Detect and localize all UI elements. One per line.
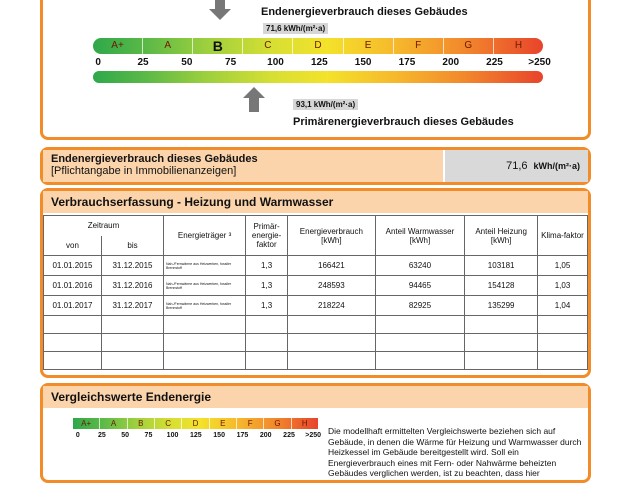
scale-ticks	[93, 57, 551, 71]
cell-water: 82925	[375, 296, 465, 316]
comparison-tick-2: 50	[121, 432, 130, 439]
cell-empty	[538, 316, 588, 334]
comparison-tick-5: 125	[189, 432, 202, 439]
cell-empty	[44, 316, 102, 334]
scale-class-4: D	[292, 38, 342, 54]
comparison-tick-8: 200	[259, 432, 272, 439]
cell-climate: 1,05	[538, 256, 588, 276]
scale-tick-4: 100	[267, 57, 284, 68]
scale-tick-8: 200	[442, 57, 460, 68]
comparison-class-7: G	[263, 418, 290, 429]
cell-empty	[375, 352, 465, 370]
scale-class-2: B	[192, 38, 242, 54]
cell-empty	[538, 334, 588, 352]
cell-from: 01.01.2016	[44, 276, 102, 296]
cell-from: 01.01.2015	[44, 256, 102, 276]
comparison-panel	[40, 383, 591, 483]
cell-empty	[246, 352, 288, 370]
consumption-title: Verbrauchserfassung - Heizung und Warmwasser	[43, 191, 588, 213]
cell-carrier: Nah-/Fernwärme aus Heizwerken, fossiler Brennstoff	[164, 296, 246, 316]
cell-empty	[465, 334, 538, 352]
comparison-ticks	[73, 432, 322, 442]
arrow-down-head-icon	[209, 9, 231, 20]
class-labels	[93, 38, 543, 54]
cell-carrier: Nah-/Fernwärme aus Heizwerken, fossiler Brennstoff	[164, 276, 246, 296]
cell-water: 94465	[375, 276, 465, 296]
cell-to: 31.12.2015	[102, 256, 164, 276]
primary-energy-value: 93,1 kWh/(m²·a)	[293, 99, 358, 110]
cell-empty	[375, 334, 465, 352]
cell-empty	[44, 334, 102, 352]
th-period: Zeitraum	[44, 216, 164, 236]
primary-energy-label: Primärenergieverbrauch dieses Gebäudes	[293, 116, 514, 128]
comparison-class-4: D	[181, 418, 208, 429]
scale-class-5: E	[343, 38, 393, 54]
scale-tick-7: 175	[398, 57, 416, 68]
cell-consumption: 248593	[288, 276, 376, 296]
th-from: von	[44, 236, 102, 256]
comparison-class-0: A+	[81, 419, 92, 428]
comparison-class-1: A	[99, 418, 126, 429]
scale-tick-2: 50	[181, 57, 193, 68]
cell-to: 31.12.2017	[102, 296, 164, 316]
cell-empty	[538, 352, 588, 370]
cell-factor: 1,3	[246, 256, 288, 276]
cell-water: 63240	[375, 256, 465, 276]
comparison-tick-10: >250	[305, 432, 322, 439]
cell-empty	[102, 334, 164, 352]
cell-carrier: Nah-/Fernwärme aus Heizwerken, fossiler Brennstoff	[164, 256, 246, 276]
cell-empty	[164, 352, 246, 370]
scale-class-6: F	[393, 38, 443, 54]
cell-climate: 1,04	[538, 296, 588, 316]
table-row	[44, 256, 588, 276]
cell-empty	[164, 316, 246, 334]
th-carrier: Energieträger ³	[164, 216, 246, 256]
arrow-up-head-icon	[243, 87, 265, 98]
scale-class-7: G	[443, 38, 493, 54]
scale-class-3: C	[242, 38, 292, 54]
cell-consumption: 166421	[288, 256, 376, 276]
table-row-empty	[44, 316, 588, 334]
end-energy-value: 71,6 kWh/(m²·a)	[263, 23, 328, 34]
cell-to: 31.12.2016	[102, 276, 164, 296]
cell-factor: 1,3	[246, 296, 288, 316]
energy-scale-panel	[40, 0, 591, 140]
comparison-tick-0: 0	[75, 432, 80, 439]
consumption-panel	[40, 188, 591, 378]
cell-empty	[288, 316, 376, 334]
comparison-class-6: F	[236, 418, 263, 429]
end-energy-title: Endenergieverbrauch dieses Gebäudes	[51, 153, 258, 165]
cell-climate: 1,03	[538, 276, 588, 296]
cell-empty	[288, 334, 376, 352]
cell-empty	[164, 334, 246, 352]
table-row	[44, 296, 588, 316]
th-to: bis	[102, 236, 164, 256]
comparison-class-3: C	[154, 418, 181, 429]
end-energy-subtitle: [Pflichtangabe in Immobilienanzeigen]	[51, 165, 237, 177]
comparison-class-8: H	[291, 418, 318, 429]
scale-tick-0: 0	[95, 57, 101, 68]
comparison-tick-7: 175	[236, 432, 249, 439]
comparison-tick-6: 150	[213, 432, 225, 439]
cell-from: 01.01.2017	[44, 296, 102, 316]
cell-heating: 103181	[465, 256, 538, 276]
scale-class-1: A	[142, 38, 192, 54]
arrow-up-icon	[249, 98, 259, 112]
scale-bar-bottom	[93, 71, 543, 83]
th-consumption: Energieverbrauch [kWh]	[288, 216, 376, 256]
arrow-down-icon	[215, 0, 225, 9]
comparison-class-2: B	[127, 418, 154, 429]
scale-class-0: A+	[111, 40, 124, 51]
cell-empty	[465, 316, 538, 334]
scale-tick-1: 25	[137, 57, 149, 68]
comparison-tick-4: 100	[166, 432, 179, 439]
comparison-class-5: E	[209, 418, 236, 429]
cell-empty	[246, 334, 288, 352]
comparison-title: Vergleichswerte Endenergie	[43, 386, 588, 408]
comparison-tick-3: 75	[144, 432, 153, 439]
scale-tick-10: >250	[528, 57, 551, 68]
cell-consumption: 218224	[288, 296, 376, 316]
th-factor: Primär-energie-faktor	[246, 216, 288, 256]
cell-empty	[288, 352, 376, 370]
cell-empty	[246, 316, 288, 334]
cell-empty	[375, 316, 465, 334]
th-climate: Klima-faktor	[538, 216, 588, 256]
consumption-table	[43, 215, 588, 370]
th-heating: Anteil Heizung [kWh]	[465, 216, 538, 256]
end-energy-unit: kWh/(m²·a)	[533, 161, 580, 171]
scale-tick-5: 125	[310, 57, 328, 68]
scale-class-8: H	[493, 38, 543, 54]
cell-empty	[102, 352, 164, 370]
cell-empty	[102, 316, 164, 334]
scale-tick-3: 75	[225, 57, 237, 68]
comparison-text: Die modellhaft ermittelten Vergleichswerte beziehen sich auf Gebäude, in denen die Wärme für Heizung und Warmwasser durch Heizkessel im Gebäude bereitgestellt wird. Soll ein Energieverbrauch eines mit Fern- oder Nahwärme beheizten Gebäudes verglichen werden, ist zu beachten, dass hier	[328, 426, 582, 478]
cell-empty	[44, 352, 102, 370]
comparison-tick-9: 225	[283, 432, 295, 439]
table-row-empty	[44, 334, 588, 352]
end-energy-panel	[40, 147, 591, 185]
scale-tick-9: 225	[486, 57, 503, 68]
comparison-class-labels	[73, 418, 318, 429]
end-energy-number: 71,6	[506, 160, 528, 172]
cell-heating: 135299	[465, 296, 538, 316]
table-row-empty	[44, 352, 588, 370]
cell-empty	[465, 352, 538, 370]
cell-heating: 154128	[465, 276, 538, 296]
table-row	[44, 276, 588, 296]
cell-factor: 1,3	[246, 276, 288, 296]
scale-tick-6: 150	[354, 57, 372, 68]
end-energy-label: Endenergieverbrauch dieses Gebäudes	[261, 6, 468, 18]
th-water: Anteil Warmwasser [kWh]	[375, 216, 465, 256]
comparison-tick-1: 25	[97, 432, 106, 439]
